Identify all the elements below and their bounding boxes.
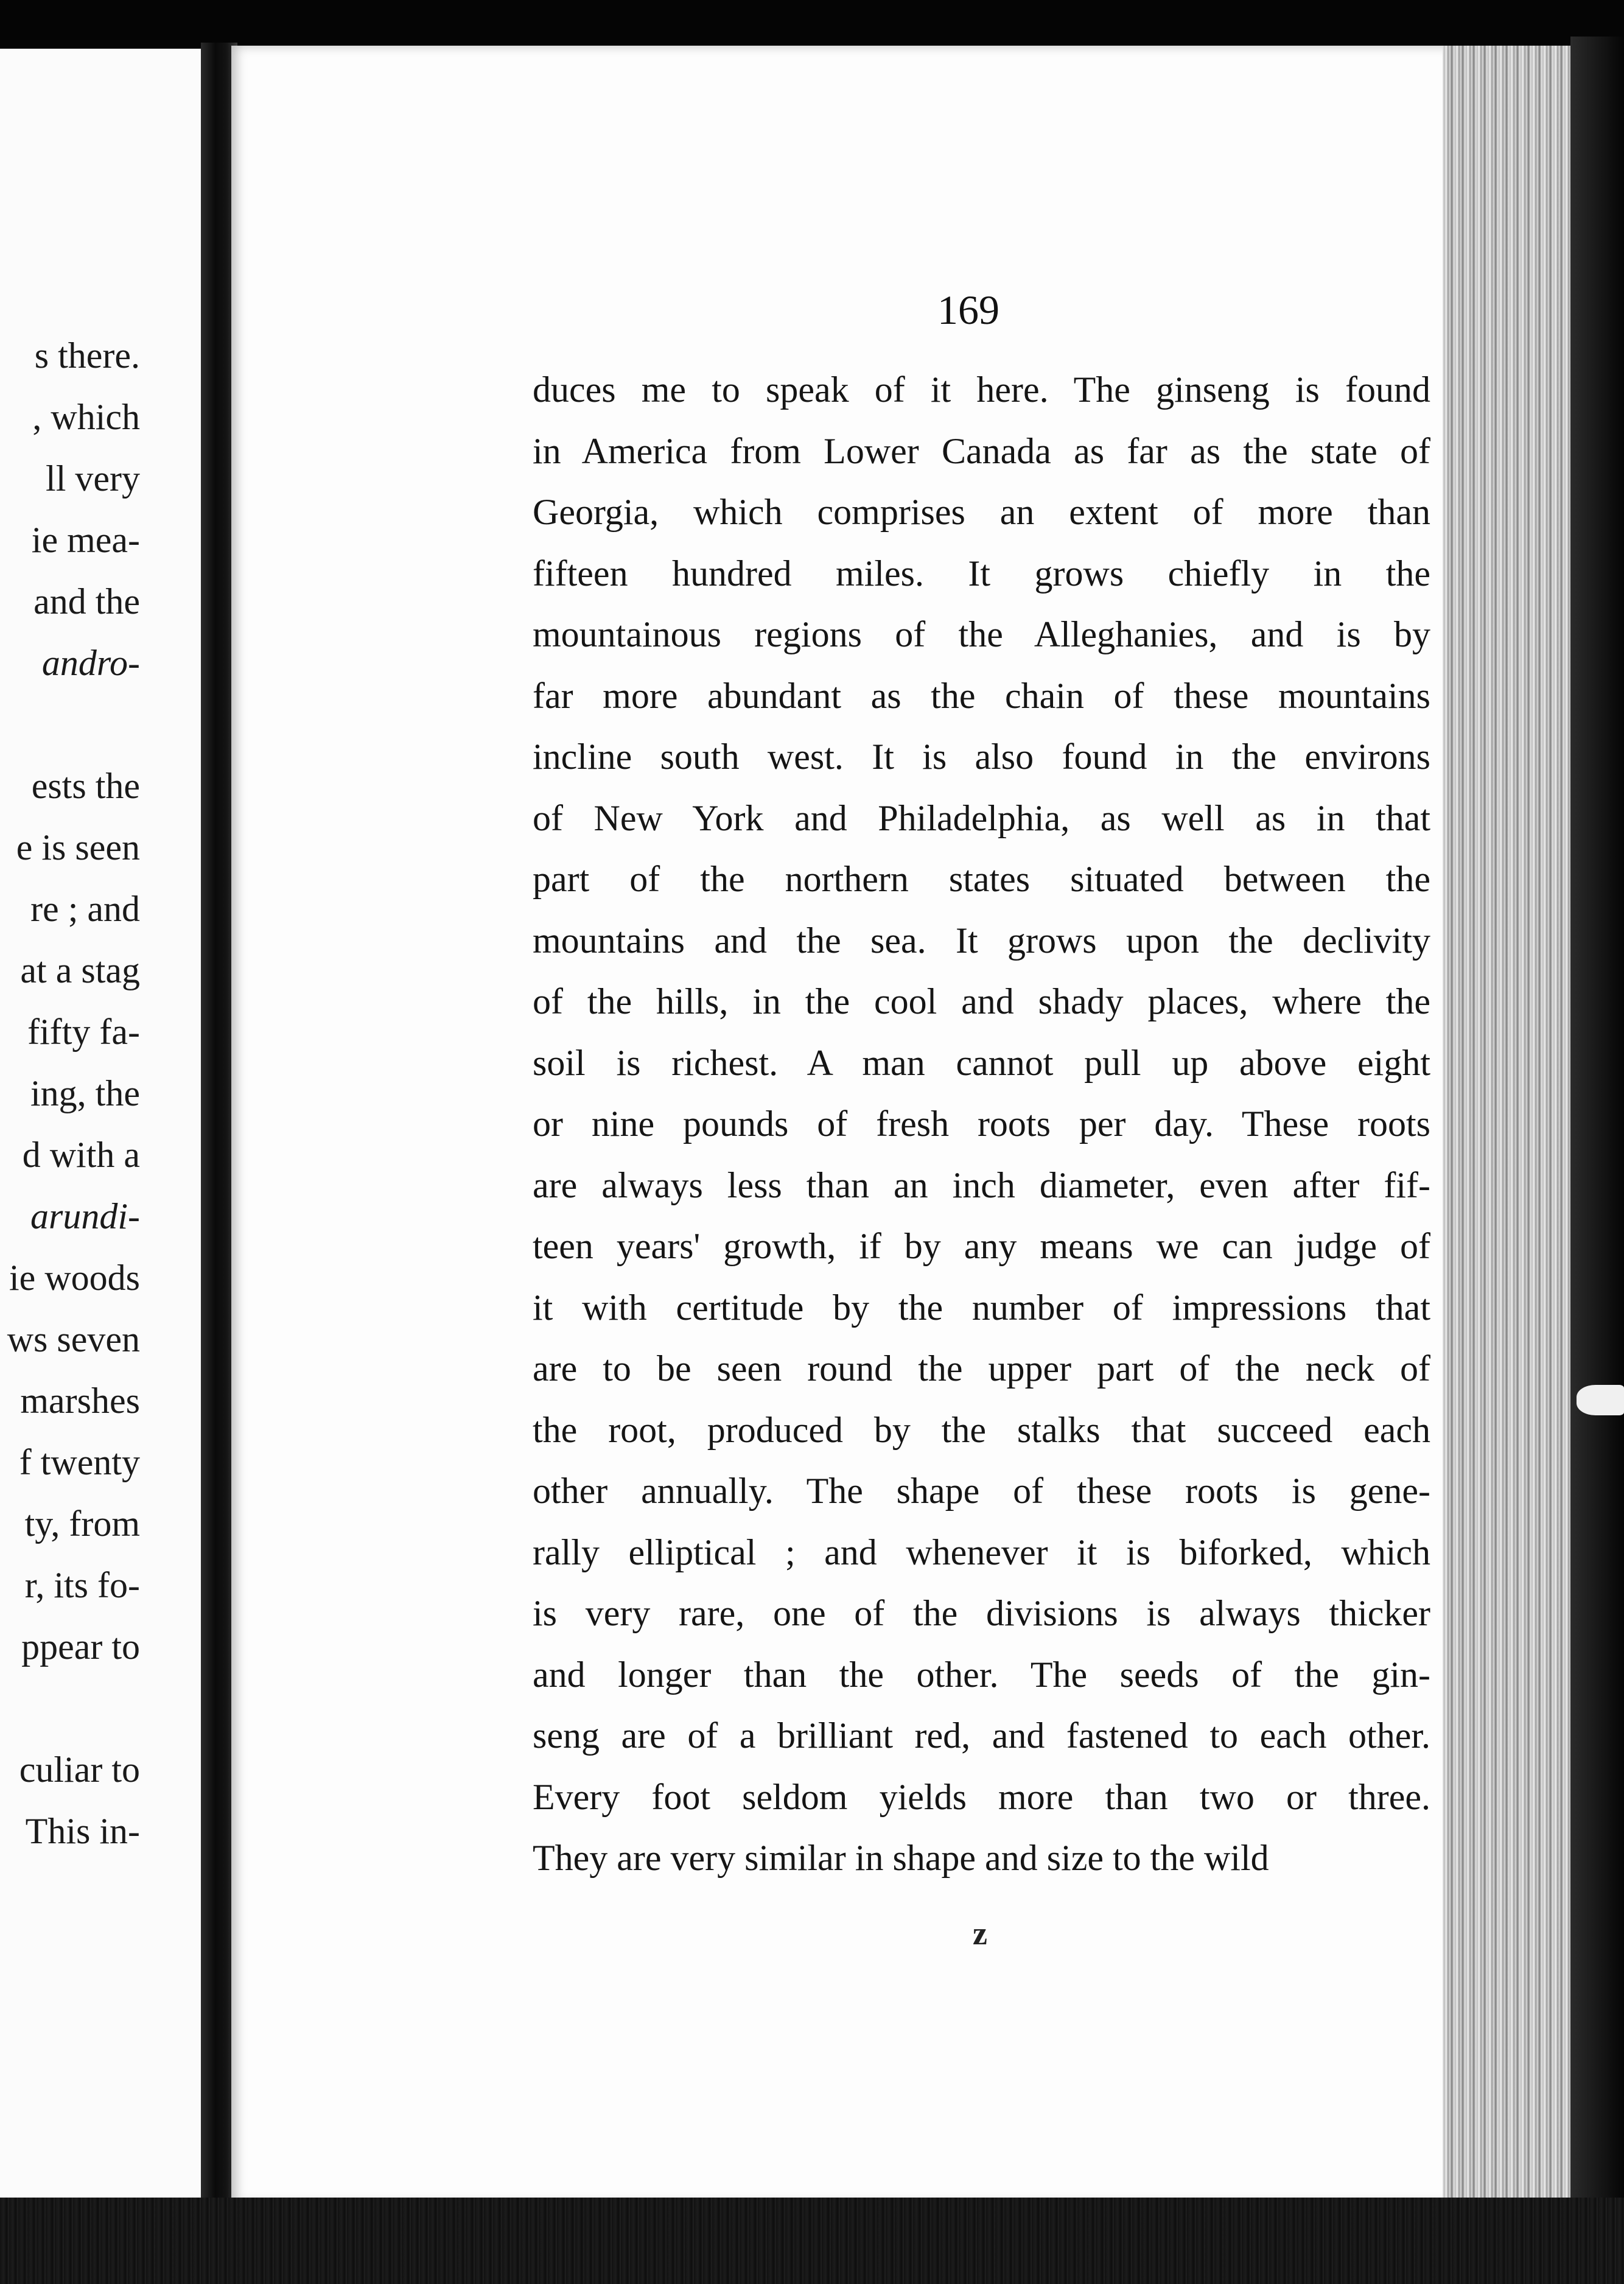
text-line: part of the northern states situated between the [533,859,1430,899]
facing-page-line: ll very [46,458,140,499]
text-line: soil is richest. A man cannot pull up above eight [533,1042,1430,1083]
facing-page-line: andro- [41,643,140,683]
facing-page-line: and the [33,581,140,622]
facing-page-line: s there. [34,335,140,376]
facing-page-line: ppear to [21,1627,140,1667]
facing-page-line: ie woods [9,1258,140,1298]
facing-page-line: This in- [25,1811,140,1851]
facing-page-line: ests the [31,766,140,806]
facing-page-line: arundi- [30,1196,140,1236]
text-line: it with certitude by the number of impressions that [533,1287,1430,1328]
scan-background-right [1570,37,1624,2204]
page-edges [1443,46,1570,2204]
facing-page-line: , which [32,397,140,437]
facing-page-line: r, its fo- [24,1565,140,1605]
text-line: the root, produced by the stalks that succeed each [533,1409,1430,1450]
text-line: and longer than the other. The seeds of the gin- [533,1654,1430,1695]
scan-clip-mark [1577,1385,1624,1415]
facing-page-line: ty, from [24,1504,140,1544]
text-line: are always less than an inch diameter, even after fif- [533,1165,1430,1205]
text-line: mountainous regions of the Alleghanies, and is by [533,614,1430,654]
text-line: far more abundant as the chain of these mountains [533,675,1430,716]
facing-page-line: at a stag [20,950,140,990]
signature-mark: z [973,1915,987,1952]
facing-page-line: f twenty [19,1442,140,1482]
facing-page-line: ing, the [30,1073,140,1113]
facing-page-line: re ; and [30,889,140,929]
facing-page-line: e is seen [16,827,140,867]
text-line: are to be seen round the upper part of the neck of [533,1348,1430,1389]
facing-page-line: ie mea- [31,520,140,560]
text-line: is very rare, one of the divisions is always thicker [533,1593,1430,1633]
page-number: 169 [937,287,999,333]
text-line: fifteen hundred miles. It grows chiefly in the [533,553,1430,594]
text-line: other annually. The shape of these roots is gene- [533,1471,1430,1511]
facing-page-line: culiar to [19,1750,140,1790]
facing-page-line: marshes [20,1381,140,1421]
text-line: or nine pounds of fresh roots per day. These roots [533,1104,1430,1144]
facing-page-line: d with a [22,1135,140,1175]
text-line: in America from Lower Canada as far as the state of [533,430,1430,471]
text-line: duces me to speak of it here. The ginseng is found [533,370,1430,410]
text-line: teen years' growth, if by any means we can judge of [533,1226,1430,1266]
text-line: of the hills, in the cool and shady places, where the [533,981,1430,1021]
text-line: of New York and Philadelphia, as well as in that [533,797,1430,838]
text-line: incline south west. It is also found in the environs [533,737,1430,777]
text-line: Georgia, which comprises an extent of more than [533,492,1430,532]
text-line: Every foot seldom yields more than two or three. [533,1776,1430,1817]
facing-page-line: ws seven [7,1319,140,1359]
text-line: rally elliptical ; and whenever it is biforked, which [533,1532,1430,1572]
facing-page-line: fifty fa- [27,1012,140,1052]
text-line: They are very similar in shape and size to the wild [533,1838,1269,1878]
facing-page [0,49,201,2204]
book-page [231,46,1449,2204]
text-line: seng are of a brilliant red, and fastened to each other. [533,1715,1430,1756]
scan-background-bottom [0,2198,1624,2284]
text-line: mountains and the sea. It grows upon the declivity [533,920,1430,961]
